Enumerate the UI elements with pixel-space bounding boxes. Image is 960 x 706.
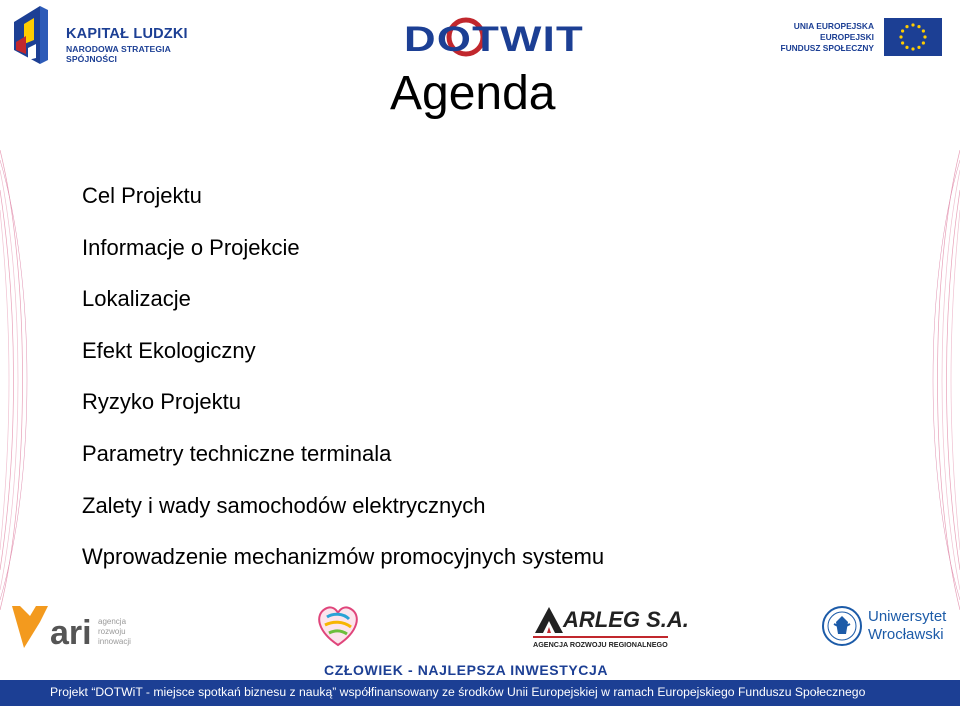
eu-logo	[780, 18, 954, 62]
footer-bar	[0, 680, 960, 706]
eu-star-icon	[905, 25, 908, 28]
eu-line-2: EUROPEJSKI	[820, 32, 874, 42]
arleg-logo	[533, 605, 689, 653]
eu-star-icon	[923, 35, 926, 38]
agenda-item: Lokalizacje	[82, 286, 191, 312]
eu-star-icon	[905, 46, 908, 49]
kapital-ludzki-emblem-icon	[10, 4, 58, 66]
agenda-item: Wprowadzenie mechanizmów promocyjnych systemu	[82, 544, 605, 570]
slide-title: Agenda	[390, 67, 556, 120]
ari-line-1: agencja	[98, 617, 127, 626]
ari-name: ari	[50, 614, 92, 652]
right-decoration	[920, 150, 960, 610]
agenda-list	[82, 183, 604, 596]
eu-star-icon	[911, 23, 914, 26]
arleg-subtitle: AGENCJA ROZWOJU REGIONALNEGO	[533, 636, 668, 649]
agenda-item: Ryzyko Projektu	[82, 389, 241, 415]
slogan-text: CZŁOWIEK - NAJLEPSZA INWESTYCJA	[324, 662, 609, 678]
eu-star-icon	[901, 29, 904, 32]
eu-star-icon	[911, 47, 914, 50]
eu-line-3: FUNDUSZ SPOŁECZNY	[780, 43, 874, 53]
university-line-2: Wrocławski	[868, 626, 944, 643]
eu-star-icon	[922, 41, 925, 44]
kapital-ludzki-title: KAPITAŁ LUDZKI	[66, 26, 188, 42]
agenda-item: Parametry techniczne terminala	[82, 440, 392, 466]
kapital-ludzki-logo	[10, 4, 210, 66]
university-seal-icon	[822, 604, 862, 648]
ari-line-2: rozwoju	[98, 627, 126, 636]
eu-star-icon	[917, 46, 920, 49]
agenda-item: Informacje o Projekcie	[82, 234, 300, 260]
ari-logo	[12, 602, 142, 652]
project-note: Projekt “DOTWiT - miejsce spotkań biznesu z nauką” współfinansowany ze środków Unii Europejskiej w ramach Europejskiego Funduszu Społecznego	[50, 685, 866, 699]
left-decoration	[0, 150, 40, 610]
eu-line-1: UNIA EUROPEJSKA	[793, 21, 874, 31]
eu-star-icon	[901, 41, 904, 44]
eu-star-icon	[899, 35, 902, 38]
university-line-1: Uniwersytet	[868, 608, 947, 625]
eu-star-icon	[922, 29, 925, 32]
arleg-name: ARLEG S.A.	[563, 607, 689, 632]
ari-line-3: innowacji	[98, 637, 131, 646]
agenda-item: Cel Projektu	[82, 183, 202, 208]
heart-logo-icon	[313, 603, 363, 649]
arleg-emblem-icon	[533, 605, 567, 635]
dotwit-logo	[404, 16, 586, 58]
kapital-ludzki-subtitle: NARODOWA STRATEGIA SPÓJNOŚCI	[66, 44, 171, 64]
dotwit-wordmark: DOTWIT	[404, 20, 584, 58]
university-logo	[822, 604, 952, 652]
agenda-item: Zalety i wady samochodów elektrycznych	[82, 492, 486, 518]
eu-flag-icon	[884, 18, 942, 56]
agenda-item: Efekt Ekologiczny	[82, 337, 256, 363]
eu-star-icon	[917, 25, 920, 28]
